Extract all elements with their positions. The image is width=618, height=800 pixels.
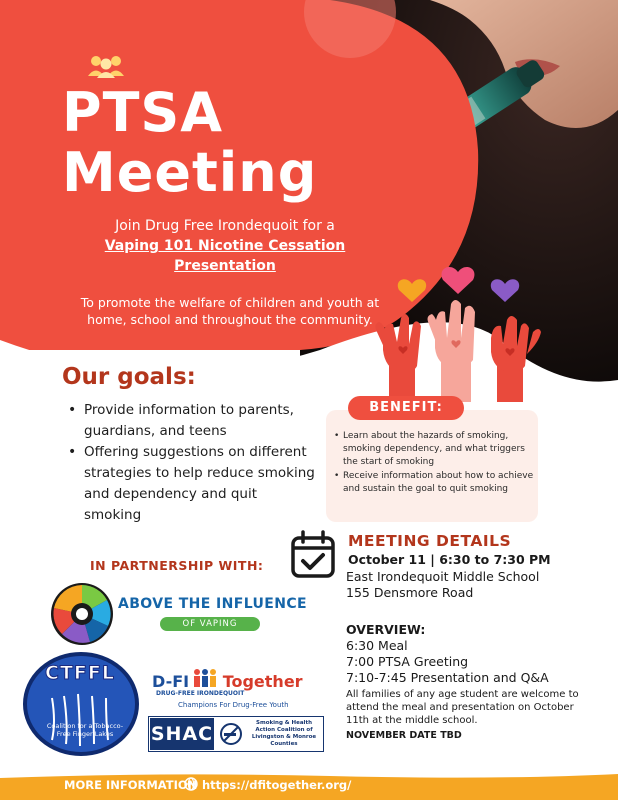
website-link[interactable]: https://dfitogether.org/ [202,778,352,792]
mission-statement: To promote the welfare of children and youth at home, school and throughout the community. [80,295,380,327]
people-group-icon [86,54,126,78]
footer-bar [0,772,618,800]
goals-heading: Our goals: [62,364,196,390]
ctffl-name: CTFFL [45,662,115,684]
november-date-note: NOVEMBER DATE TBD [346,730,462,741]
presentation-title-line2: Presentation [174,258,276,274]
dfi-subtitle: DRUG-FREE IRONDEQUOIT [156,690,245,697]
page-title [62,81,402,204]
list-item: • Receive information about how to achieve and sustain the goal to quit smoking [334,470,536,496]
above-the-influence-tagline: OF VAPING [160,617,260,631]
title-line-ptsa: PTSA [62,81,224,144]
agenda-item: 7:00 PTSA Greeting [346,654,469,669]
ctffl-full-name: Coalition for a Tobacco-Free Finger Lakes [46,722,124,738]
title-line-meeting: Meeting [62,141,318,204]
more-information-label: MORE INFORMATION [64,778,198,792]
meeting-date-time: October 11 | 6:30 to 7:30 PM [348,552,551,567]
benefit-heading-badge: BENEFIT: [348,396,464,420]
above-the-influence-wheel-logo [50,582,114,646]
dfi-together-logo [152,672,303,691]
calendar-check-icon [290,530,336,580]
agenda-item: 6:30 Meal [346,638,408,653]
meeting-location-school: East Irondequoit Middle School [346,569,540,584]
no-smoking-icon [219,722,243,746]
join-intro: Join Drug Free Irondequoit for a [115,218,335,234]
list-item: • Learn about the hazards of smoking, smoking dependency, and what triggers the start of smoking [334,430,536,469]
partnership-heading: IN PARTNERSHIP WITH: [90,558,264,573]
join-text-block [80,216,370,276]
overview-heading: OVERVIEW: [346,622,426,637]
meeting-details-heading: MEETING DETAILS [348,532,512,550]
shac-name: SHAC [150,718,214,750]
dfi-together-word: Together [222,672,303,691]
meeting-location-address: 155 Densmore Road [346,585,474,600]
dfi-prefix: D-FI [152,672,190,691]
list-item: • Provide information to parents, guardians, and teens [66,400,316,442]
list-item: • Offering suggestions on different strategies to help reduce smoking and dependency and quit smoking [66,442,316,526]
benefit-list [334,430,536,497]
goals-list [66,400,316,526]
families-welcome-note: All families of any age student are welcome to attend the meal and presentation on October 11th at the middle school. [346,689,579,726]
dfi-tagline: Champions For Drug-Free Youth [178,701,289,709]
dfi-people-icon [192,668,218,688]
above-the-influence-name: ABOVE THE INFLUENCE [118,596,308,612]
presentation-title-line1: Vaping 101 Nicotine Cessation [104,238,346,254]
agenda-item: 7:10-7:45 Presentation and Q&A [346,670,549,685]
raised-hands-hearts-illustration [355,262,545,402]
shac-description: Smoking & Health Action Coalition of Livingston & Monroe Counties [251,720,317,747]
globe-icon [184,777,198,791]
